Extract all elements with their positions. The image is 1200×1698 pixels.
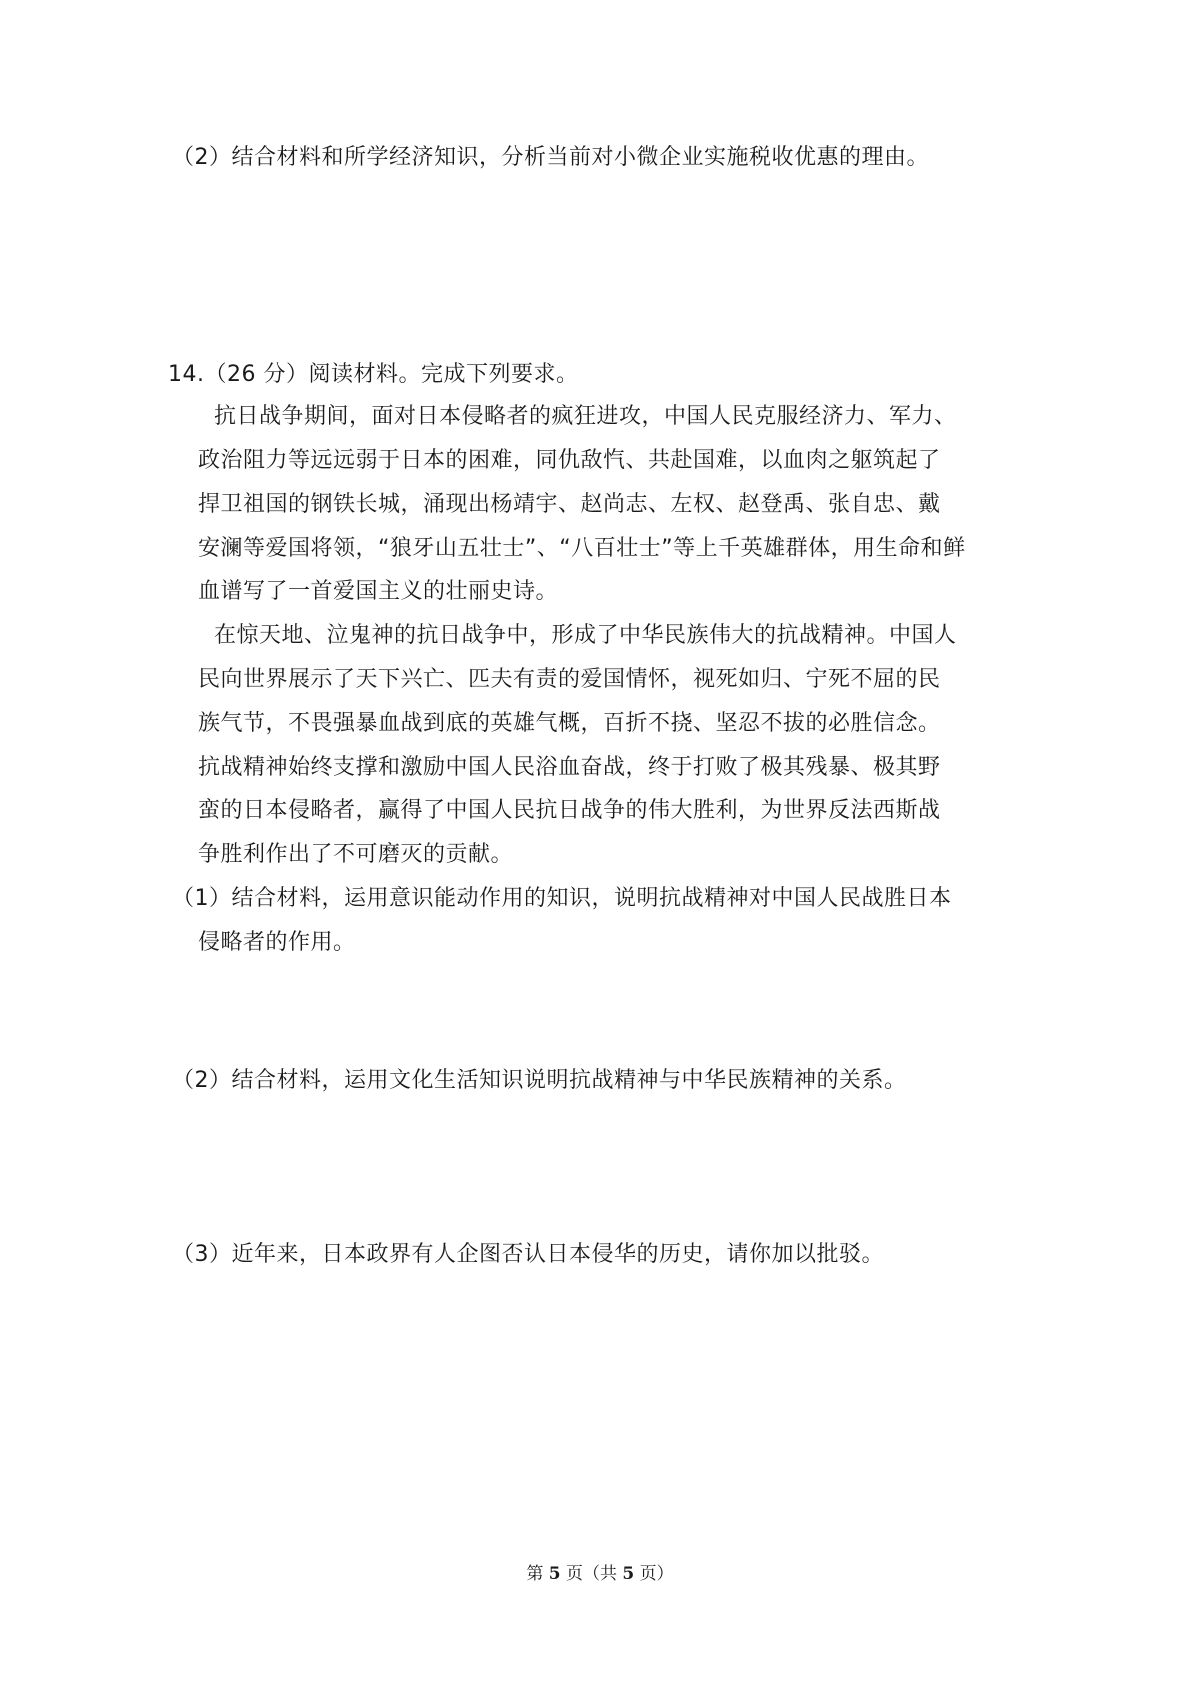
paragraph-line: 争胜利作出了不可磨灭的贡献。 — [198, 842, 514, 867]
paragraph-line: 抗战精神始终支撑和激励中国人民浴血奋战，终于打败了极其残暴、极其野 — [198, 755, 941, 780]
question-line: （1）结合材料，运用意识能动作用的知识，说明抗战精神对中国人民战胜日本 — [172, 886, 952, 911]
footer-middle: 页（共 — [560, 1564, 623, 1584]
paragraph-line: 安澜等爱国将领，“狼牙山五壮士”、“八百壮士”等上千英雄群体，用生命和鲜 — [198, 536, 966, 561]
page-footer — [0, 1562, 1200, 1586]
footer-page-number: 5 — [548, 1564, 561, 1584]
paragraph-line: 在惊天地、泣鬼神的抗日战争中，形成了中华民族伟大的抗战精神。中国人 — [214, 623, 957, 648]
footer-suffix: 页） — [634, 1564, 674, 1584]
q14-header: 14.（26 分）阅读材料。完成下列要求。 — [168, 362, 579, 387]
q14-part2-question: （2）结合材料，运用文化生活知识说明抗战精神与中华民族精神的关系。 — [172, 1068, 907, 1093]
paragraph-line: 血谱写了一首爱国主义的壮丽史诗。 — [198, 579, 559, 604]
paragraph-line: 捍卫祖国的钢铁长城，涌现出杨靖宇、赵尚志、左权、赵登禹、张自忠、戴 — [198, 492, 941, 517]
footer-total-pages: 5 — [622, 1564, 635, 1584]
q13-part2-question: （2）结合材料和所学经济知识，分析当前对小微企业实施税收优惠的理由。 — [172, 145, 929, 170]
paragraph-line: 抗日战争期间，面对日本侵略者的疯狂进攻，中国人民克服经济力、军力、 — [214, 404, 957, 429]
paragraph-line: 民向世界展示了天下兴亡、匹夫有责的爱国情怀，视死如归、宁死不屈的民 — [198, 667, 941, 692]
paragraph-line: 族气节，不畏强暴血战到底的英雄气概，百折不挠、坚忍不拔的必胜信念。 — [198, 711, 941, 736]
paragraph-line: 政治阻力等远远弱于日本的困难，同仇敌忾、共赴国难，以血肉之躯筑起了 — [198, 448, 941, 473]
q14-part3-question: （3）近年来，日本政界有人企图否认日本侵华的历史，请你加以批驳。 — [172, 1242, 884, 1267]
footer-prefix: 第 — [526, 1564, 549, 1584]
question-line: 侵略者的作用。 — [198, 930, 356, 955]
paragraph-line: 蛮的日本侵略者，赢得了中国人民抗日战争的伟大胜利，为世界反法西斯战 — [198, 798, 941, 823]
